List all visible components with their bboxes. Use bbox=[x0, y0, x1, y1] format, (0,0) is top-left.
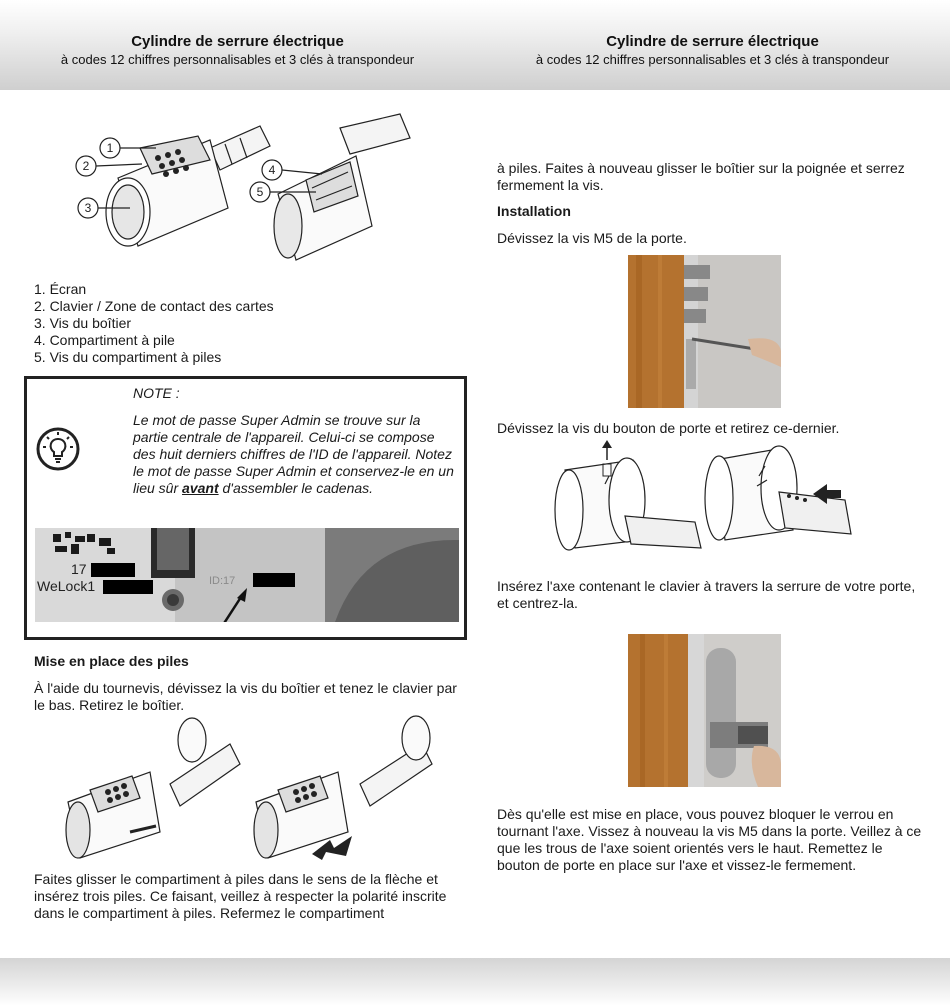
header-left bbox=[0, 32, 475, 68]
parts-list-item: 5. Vis du compartiment à piles bbox=[34, 349, 222, 365]
battery-heading: Mise en place des piles bbox=[34, 653, 189, 669]
door-knob-removal-diagram bbox=[545, 436, 875, 566]
keypad-insert-photo bbox=[628, 634, 781, 787]
parts-list-item: 3. Vis du boîtier bbox=[34, 315, 132, 331]
note-body-text: Le mot de passe Super Admin se trouve sur la partie centrale de l'appareil. Celui-ci se compose des huit derniers chiffres de l'ID de l'appareil. Notez le mot de passe Super Admin et conservez-le en un lieu sûr bbox=[133, 412, 454, 496]
note-title: NOTE : bbox=[133, 385, 180, 401]
installation-step-3: Insérez l'axe contenant le clavier à travers la serrure de votre porte, et centrez-la. bbox=[497, 578, 916, 611]
door-screw-photo bbox=[628, 255, 781, 408]
label-line-welock: WeLock1 bbox=[37, 578, 96, 594]
header-subtitle-left: à codes 12 chiffres personnalisables et 3 clés à transpondeur bbox=[60, 52, 415, 67]
callout-1: 1 bbox=[106, 141, 114, 155]
battery-paragraph-1: À l'aide du tournevis, dévissez la vis du boîtier et tenez le clavier par le bas. Retirez le boîtier. bbox=[34, 680, 457, 713]
page-header bbox=[0, 0, 950, 90]
device-id-label-photo bbox=[35, 528, 459, 622]
note-body bbox=[133, 412, 458, 497]
callout-3: 3 bbox=[84, 201, 92, 215]
parts-list-item: 4. Compartiment à pile bbox=[34, 332, 175, 348]
header-title-right: Cylindre de serrure électrique bbox=[606, 33, 819, 50]
callout-5: 5 bbox=[256, 185, 264, 199]
installation-heading: Installation bbox=[497, 203, 571, 219]
header-title-left: Cylindre de serrure électrique bbox=[131, 33, 344, 50]
note-box bbox=[24, 376, 467, 640]
callout-2: 2 bbox=[82, 159, 90, 173]
header-subtitle-right: à codes 12 chiffres personnalisables et 3 clés à transpondeur bbox=[535, 52, 890, 67]
battery-removal-diagram bbox=[60, 714, 440, 864]
label-device-id: ID:17 bbox=[209, 575, 236, 587]
battery-paragraph-2: Faites glisser le compartiment à piles dans le sens de la flèche et insérez trois piles. Ce faisant, veillez à respecter la polarité inscrite dans le compartiment à piles. Refermez le compartiment bbox=[34, 871, 447, 921]
parts-list bbox=[34, 281, 274, 366]
callout-4: 4 bbox=[268, 163, 276, 177]
note-body-end: d'assembler le cadenas. bbox=[218, 480, 374, 496]
installation-step-4: Dès qu'elle est mise en place, vous pouvez bloquer le verrou en tournant l'axe. Vissez à nouveau la vis M5 dans la porte. Veillez à ce que les trous de l'axe soient orientés vers le haut. Remettez le bouton de porte en place sur l'axe et vissez-le fermement. bbox=[497, 806, 922, 873]
note-emphasis: avant bbox=[182, 480, 219, 496]
installation-step-1: Dévissez la vis M5 de la porte. bbox=[497, 230, 687, 246]
lightbulb-icon bbox=[35, 426, 81, 472]
battery-paragraph-continued: à piles. Faites à nouveau glisser le boîtier sur la poignée et serrez fermement la vis. bbox=[497, 160, 905, 193]
parts-list-item: 2. Clavier / Zone de contact des cartes bbox=[34, 298, 274, 314]
label-line-17: 17 bbox=[71, 561, 87, 577]
installation-step-2: Dévissez la vis du bouton de porte et retirez ce-dernier. bbox=[497, 420, 840, 436]
lock-parts-diagram bbox=[60, 108, 420, 268]
page-footer bbox=[0, 958, 950, 1006]
parts-list-item: 1. Écran bbox=[34, 281, 87, 297]
header-right bbox=[475, 32, 950, 68]
